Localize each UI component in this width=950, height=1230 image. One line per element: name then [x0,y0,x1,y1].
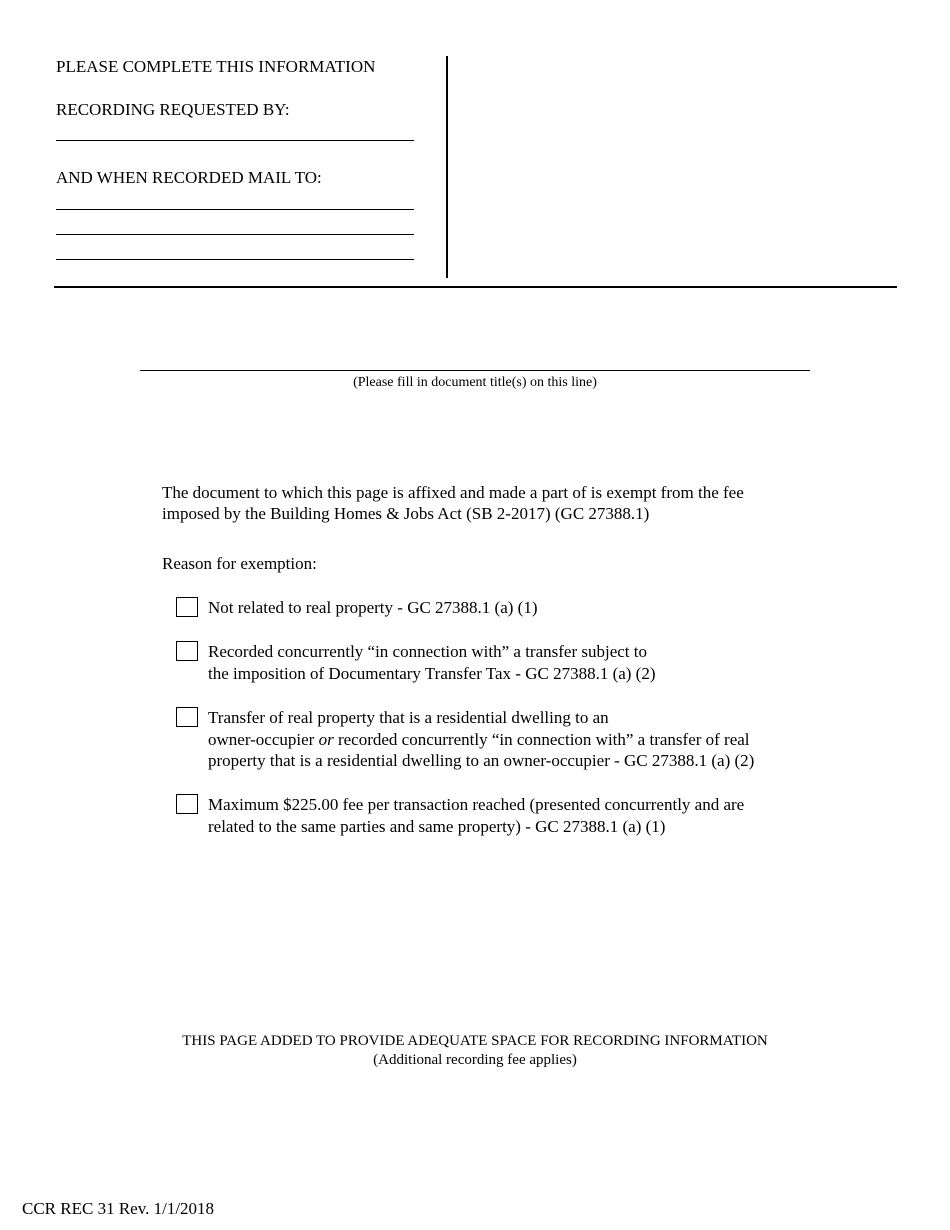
document-title-line[interactable] [140,370,810,371]
option-3-label-line-3: property that is a residential dwelling to an owner-occupier - GC 27388.1 (a) (2) [208,751,755,770]
option-2-label-line-2: the imposition of Documentary Transfer Tax - GC 27388.1 (a) (2) [208,664,656,683]
option-1-checkbox[interactable] [176,597,198,617]
mail-to-line-2[interactable] [56,234,414,235]
header-horizontal-divider [54,286,897,288]
option-3-label-line-1: Transfer of real property that is a residential dwelling to an [208,708,609,727]
option-2-label-line-1: Recorded concurrently “in connection with” a transfer subject to [208,642,647,661]
document-title-caption: (Please fill in document title(s) on this line) [353,375,597,390]
mail-to-line-1[interactable] [56,209,414,210]
header-vertical-divider [446,56,448,278]
option-3-checkbox[interactable] [176,707,198,727]
exemption-statement-line-1: The document to which this page is affixed and made a part of is exempt from the fee [162,483,744,502]
option-1-label: Not related to real property - GC 27388.1 (a) (1) [208,598,538,617]
mail-to-label: AND WHEN RECORDED MAIL TO: [56,168,322,187]
space-notice: THIS PAGE ADDED TO PROVIDE ADEQUATE SPACE FOR RECORDING INFORMATION [182,1033,768,1049]
option-3-line-2-end: recorded concurrently “in connection with” a transfer of real [333,730,750,749]
option-3-line-2-start: owner-occupier [208,730,319,749]
option-3-label-line-2 [208,729,750,751]
recording-requested-by-line[interactable] [56,140,414,141]
please-complete-heading: PLEASE COMPLETE THIS INFORMATION [56,57,376,76]
option-4-checkbox[interactable] [176,794,198,814]
mail-to-line-3[interactable] [56,259,414,260]
option-2-checkbox[interactable] [176,641,198,661]
option-4-label-line-2: related to the same parties and same property) - GC 27388.1 (a) (1) [208,817,666,836]
fee-note: (Additional recording fee applies) [373,1052,577,1068]
option-4-label-line-1: Maximum $225.00 fee per transaction reached (presented concurrently and are [208,795,745,814]
recording-requested-by-label: RECORDING REQUESTED BY: [56,100,290,119]
option-3-line-2-emphasis: or [318,730,334,749]
exemption-statement-line-2: imposed by the Building Homes & Jobs Act (SB 2-2017) (GC 27388.1) [162,504,650,523]
reason-for-exemption-label: Reason for exemption: [162,554,317,573]
form-id: CCR REC 31 Rev. 1/1/2018 [22,1199,215,1218]
